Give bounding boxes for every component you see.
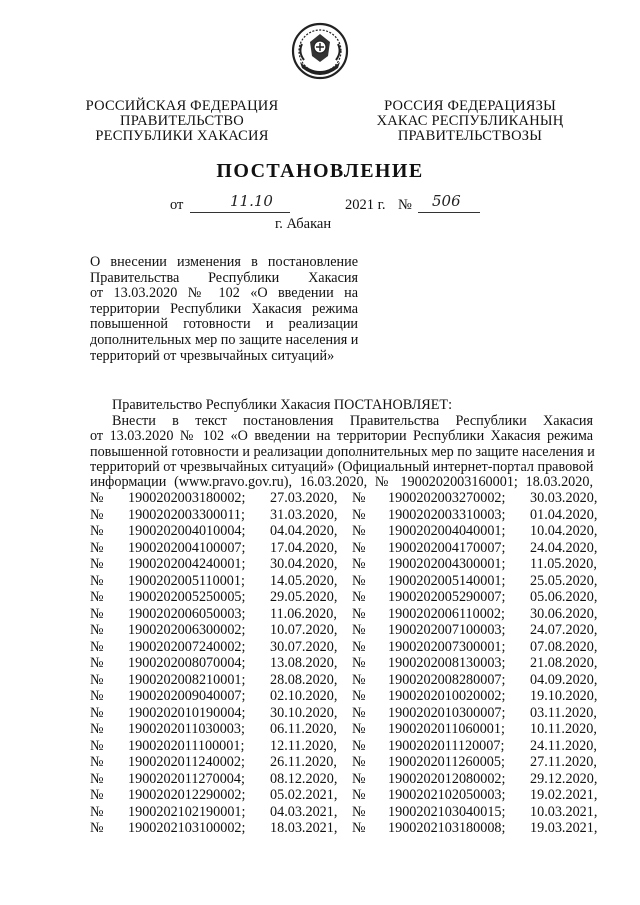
- subject-line: Правительства Республики Хакасия: [90, 269, 358, 286]
- row-publication-id: 1900202003300011;: [128, 506, 245, 523]
- header-left-line: РЕСПУБЛИКИ ХАКАСИЯ: [95, 128, 269, 144]
- row-date: 07.08.2020,: [530, 638, 598, 655]
- row-number-sign: №: [352, 589, 366, 605]
- subject-line: территорий от чрезвычайных ситуаций»: [90, 347, 335, 364]
- document-title: ПОСТАНОВЛЕНИЕ: [216, 160, 424, 182]
- row-date: 11.06.2020,: [270, 605, 337, 622]
- row-number-sign: №: [352, 655, 366, 671]
- row-date: 25.05.2020,: [530, 572, 598, 589]
- row-number-sign: №: [352, 523, 366, 539]
- row-publication-id: 1900202010300007;: [388, 704, 506, 721]
- row-date: 10.07.2020,: [270, 622, 338, 638]
- row-publication-id: 1900202006300002;: [128, 622, 246, 638]
- row-publication-id: 1900202007300001;: [388, 638, 506, 655]
- row-publication-id: 1900202011060001;: [388, 721, 505, 737]
- row-number-sign: №: [352, 490, 366, 506]
- list-row: [90, 803, 598, 821]
- row-number-sign: №: [352, 572, 366, 589]
- row-date: 10.03.2021,: [530, 803, 598, 820]
- row-number-sign: №: [352, 688, 366, 704]
- row-publication-id: 1900202012290002;: [128, 787, 246, 803]
- row-number-sign: №: [90, 523, 104, 539]
- row-publication-id: 1900202008210001;: [128, 671, 246, 688]
- date-underline: [190, 212, 290, 213]
- header-right-line: ХАКАС РЕСПУБЛИКАНЫҢ: [376, 113, 564, 129]
- list-row: [90, 490, 598, 507]
- row-date: 18.03.2021,: [270, 820, 338, 836]
- row-number-sign: №: [90, 787, 104, 803]
- row-publication-id: 1900202103180008;: [388, 820, 506, 836]
- row-publication-id: 1900202006050003;: [128, 605, 246, 622]
- row-publication-id: 1900202004240001;: [128, 556, 246, 572]
- row-number-sign: №: [352, 787, 366, 803]
- row-publication-id: 1900202009040007;: [128, 688, 246, 704]
- row-date: 08.12.2020,: [270, 770, 338, 787]
- row-date: 29.12.2020,: [530, 770, 598, 787]
- row-date: 05.06.2020,: [530, 589, 598, 605]
- row-number-sign: №: [352, 506, 366, 523]
- row-publication-id: 1900202003270002;: [388, 490, 506, 506]
- row-number-sign: №: [352, 803, 366, 820]
- subject-line: территории Республики Хакасия режима: [90, 300, 358, 317]
- date-number-line: [170, 194, 490, 216]
- row-publication-id: 1900202011120007;: [388, 737, 505, 754]
- row-publication-id: 1900202103040015;: [388, 803, 506, 820]
- list-row: [90, 721, 597, 738]
- row-publication-id: 1900202103100002;: [128, 820, 246, 836]
- row-publication-id: 1900202011030003;: [128, 721, 245, 737]
- row-date: 04.04.2020,: [270, 523, 338, 539]
- list-row: [90, 622, 598, 639]
- row-number-sign: №: [352, 754, 366, 770]
- row-number-sign: №: [90, 556, 104, 572]
- row-date: 03.11.2020,: [530, 704, 597, 721]
- publication-list: [90, 490, 598, 837]
- row-date: 17.04.2020,: [270, 539, 338, 556]
- row-number-sign: №: [352, 671, 366, 688]
- list-row: [90, 820, 598, 837]
- row-publication-id: 1900202004170007;: [388, 539, 506, 556]
- row-publication-id: 1900202007100003;: [388, 622, 506, 638]
- row-number-sign: №: [90, 770, 104, 787]
- row-date: 12.11.2020,: [270, 737, 337, 754]
- row-number-sign: №: [90, 572, 104, 589]
- row-publication-id: 1900202004040001;: [388, 523, 506, 539]
- row-publication-id: 1900202011270004;: [128, 770, 245, 787]
- row-publication-id: 1900202011240002;: [128, 754, 245, 770]
- handwritten-number: 506: [432, 192, 461, 210]
- list-row: [90, 572, 598, 590]
- row-publication-id: 1900202008130003;: [388, 655, 506, 671]
- row-number-sign: №: [90, 605, 104, 622]
- row-publication-id: 1900202012080002;: [388, 770, 506, 787]
- row-publication-id: 1900202005140001;: [388, 572, 506, 589]
- row-publication-id: 1900202102050003;: [388, 787, 506, 803]
- intro-text: Правительство Республики Хакасия ПОСТАНОВЛЯЕТ:: [112, 397, 453, 413]
- row-publication-id: 1900202004010004;: [128, 523, 246, 539]
- row-date: 30.07.2020,: [270, 638, 338, 655]
- date-prefix: от: [170, 197, 184, 213]
- row-date: 13.08.2020,: [270, 655, 338, 671]
- body-line: информации (www.pravo.gov.ru), 16.03.2020, № 1900202003160001; 18.03.2020,: [90, 474, 593, 491]
- row-date: 21.08.2020,: [530, 655, 598, 671]
- row-number-sign: №: [90, 490, 104, 506]
- subject-line: от 13.03.2020 № 102 «О введении на: [90, 285, 358, 302]
- row-date: 10.11.2020,: [530, 721, 597, 737]
- number-underline: [418, 212, 480, 213]
- row-number-sign: №: [90, 638, 104, 655]
- row-date: 27.11.2020,: [530, 754, 597, 770]
- list-row: [90, 754, 597, 771]
- list-row: [90, 556, 597, 573]
- handwritten-date: 11.10: [230, 192, 273, 210]
- row-number-sign: №: [90, 655, 104, 671]
- row-number-sign: №: [352, 770, 366, 787]
- row-publication-id: 1900202006110002;: [388, 605, 505, 622]
- row-publication-id: 1900202008280007;: [388, 671, 506, 688]
- row-publication-id: 1900202004300001;: [388, 556, 506, 572]
- row-number-sign: №: [352, 820, 366, 836]
- row-number-sign: №: [90, 754, 104, 770]
- row-number-sign: №: [352, 737, 366, 754]
- row-number-sign: №: [352, 704, 366, 721]
- row-date: 05.02.2021,: [270, 787, 338, 803]
- row-number-sign: №: [90, 704, 104, 721]
- subject-line: О внесении изменения в постановление: [90, 254, 358, 270]
- row-number-sign: №: [90, 506, 104, 523]
- row-date: 24.07.2020,: [530, 622, 598, 638]
- row-date: 19.10.2020,: [530, 688, 598, 704]
- list-row: [90, 787, 598, 804]
- row-date: 14.05.2020,: [270, 572, 338, 589]
- row-number-sign: №: [352, 721, 366, 737]
- row-number-sign: №: [90, 820, 104, 836]
- row-number-sign: №: [90, 671, 104, 688]
- row-date: 04.09.2020,: [530, 671, 598, 688]
- row-number-sign: №: [90, 589, 104, 605]
- row-date: 28.08.2020,: [270, 671, 338, 688]
- list-row: [90, 539, 598, 557]
- row-number-sign: №: [352, 638, 366, 655]
- row-date: 24.04.2020,: [530, 539, 598, 556]
- header-left-block: [84, 99, 280, 144]
- body-line: территорий от чрезвычайных ситуаций» (Официальный интернет-портал правовой: [90, 458, 594, 475]
- row-publication-id: 1900202003310003;: [388, 506, 506, 523]
- row-date: 04.03.2021,: [270, 803, 338, 820]
- subject-line: дополнительных мер по защите населения и: [90, 331, 359, 348]
- row-date: 30.10.2020,: [270, 704, 338, 721]
- row-date: 27.03.2020,: [270, 490, 338, 506]
- row-date: 24.11.2020,: [530, 737, 597, 754]
- row-number-sign: №: [90, 688, 104, 704]
- row-date: 29.05.2020,: [270, 589, 338, 605]
- row-publication-id: 1900202005110001;: [128, 572, 245, 589]
- list-row: [90, 737, 597, 755]
- row-publication-id: 1900202005250005;: [128, 589, 246, 605]
- list-row: [90, 506, 598, 524]
- row-number-sign: №: [352, 539, 366, 556]
- header-right-line: РОССИЯ ФЕДЕРАЦИЯЗЫ: [384, 98, 556, 114]
- row-number-sign: №: [90, 622, 104, 638]
- city-label: г. Абакан: [275, 216, 332, 232]
- year-label: 2021 г.: [345, 197, 386, 213]
- row-publication-id: 1900202003180002;: [128, 490, 246, 506]
- row-number-sign: №: [352, 556, 366, 572]
- row-date: 02.10.2020,: [270, 688, 338, 704]
- row-date: 06.11.2020,: [270, 721, 337, 737]
- body-line: Внести в текст постановления Правительства Республики Хакасия: [112, 413, 593, 429]
- row-number-sign: №: [352, 622, 366, 638]
- subject-block: [90, 255, 358, 364]
- row-date: 19.03.2021,: [530, 820, 598, 836]
- body-paragraph: [90, 414, 593, 490]
- row-number-sign: №: [90, 803, 104, 820]
- header-left-line: ПРАВИТЕЛЬСТВО: [120, 113, 244, 129]
- row-publication-id: 1900202011100001;: [128, 737, 245, 754]
- row-date: 31.03.2020,: [270, 506, 338, 523]
- list-row: [90, 704, 597, 722]
- list-row: [90, 671, 598, 689]
- header-right-line: ПРАВИТЕЛЬСТВОЗЫ: [397, 128, 543, 144]
- list-row: [90, 655, 598, 672]
- list-row: [90, 605, 598, 623]
- row-publication-id: 1900202004100007;: [128, 539, 246, 556]
- coat-of-arms-emblem: [288, 22, 352, 82]
- subject-line: повышенной готовности и реализации: [90, 316, 358, 333]
- list-row: [90, 770, 598, 788]
- row-publication-id: 1900202011260005;: [388, 754, 505, 770]
- row-number-sign: №: [90, 721, 104, 737]
- row-date: 30.04.2020,: [270, 556, 338, 572]
- row-date: 19.02.2021,: [530, 787, 598, 803]
- row-number-sign: №: [90, 539, 104, 556]
- row-number-sign: №: [352, 605, 366, 622]
- row-date: 10.04.2020,: [530, 523, 598, 539]
- number-label: №: [398, 197, 412, 213]
- row-date: 01.04.2020,: [530, 506, 598, 523]
- row-date: 30.06.2020,: [530, 605, 598, 622]
- row-publication-id: 1900202102190001;: [128, 803, 246, 820]
- body-intro: [90, 398, 593, 413]
- body-line: от 13.03.2020 № 102 «О введении на территории Республики Хакасия режима: [90, 428, 593, 445]
- row-publication-id: 1900202010020002;: [388, 688, 506, 704]
- row-publication-id: 1900202005290007;: [388, 589, 506, 605]
- row-date: 30.03.2020,: [530, 490, 598, 506]
- body-line: повышенной готовности и реализации дополнительных мер по защите населения и: [90, 443, 595, 460]
- list-row: [90, 523, 598, 540]
- header-left-line: РОССИЙСКАЯ ФЕДЕРАЦИЯ: [85, 98, 279, 114]
- list-row: [90, 688, 598, 705]
- row-publication-id: 1900202008070004;: [128, 655, 246, 671]
- row-publication-id: 1900202010190004;: [128, 704, 246, 721]
- row-date: 26.11.2020,: [270, 754, 337, 770]
- list-row: [90, 638, 598, 656]
- row-date: 11.05.2020,: [530, 556, 597, 572]
- list-row: [90, 589, 598, 606]
- row-number-sign: №: [90, 737, 104, 754]
- row-publication-id: 1900202007240002;: [128, 638, 246, 655]
- header-right-block: [372, 99, 568, 144]
